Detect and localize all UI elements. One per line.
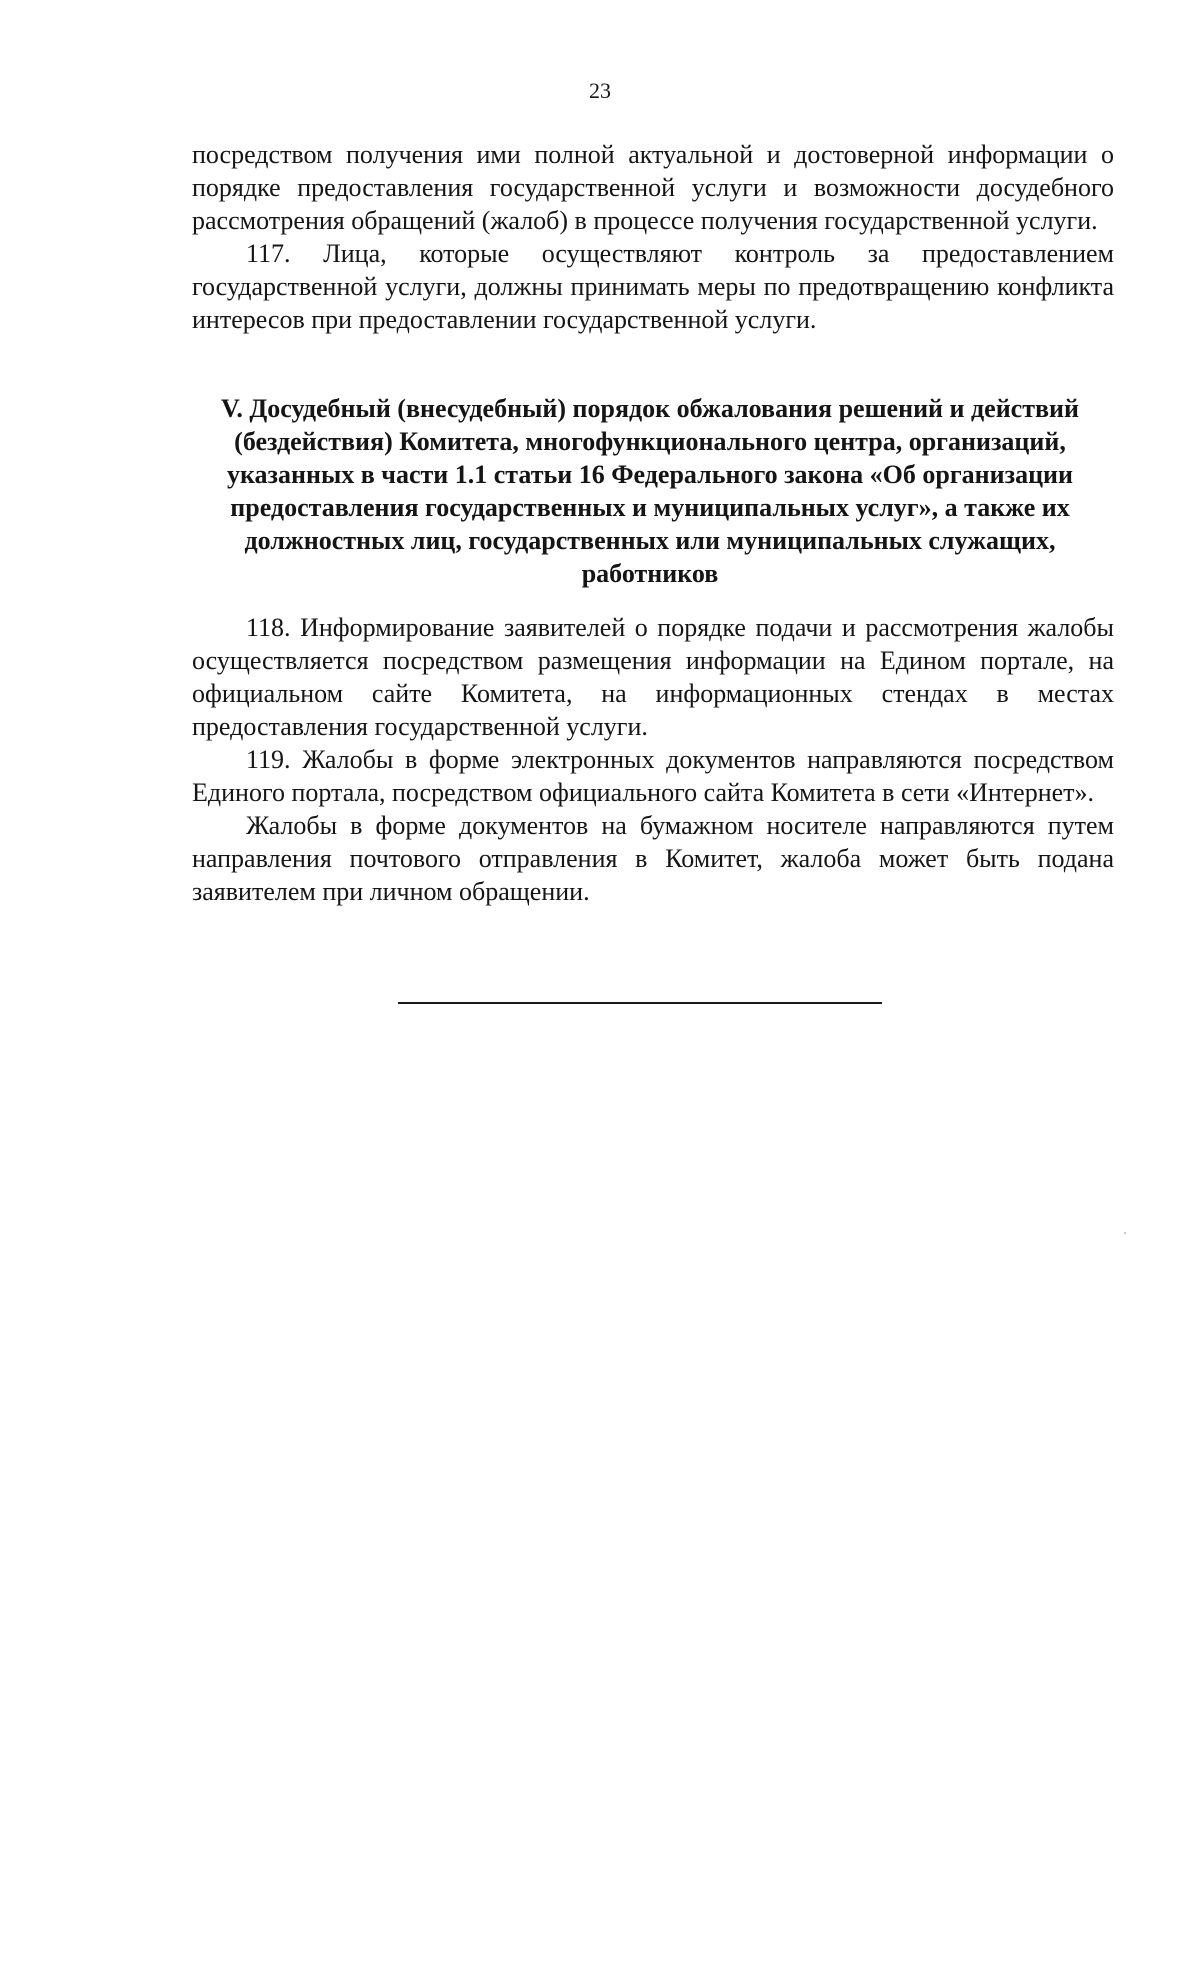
paragraph-117: 117. Лица, которые осуществляют контроль за предоставлением государственной услуги, должны принимать меры по предотвращению конфликта интересов при предоставлении государственной услуги. [192, 239, 1114, 334]
paragraph-119: 119. Жалобы в форме электронных документов направляются посредством Единого портала, посредством официального сайта Комитета в сети «Интернет». [192, 745, 1114, 807]
body-text-top [192, 138, 1114, 336]
body-text-bottom [192, 611, 1114, 908]
closing-rule [398, 1002, 882, 1004]
page-number: 23 [589, 78, 611, 103]
paragraph-118: 118. Информирование заявителей о порядке подачи и рассмотрения жалобы осуществляется посредством размещения информации на Едином портале, на официальном сайте Комитета, на информационных стендах в местах предоставления государственной услуги. [192, 613, 1114, 741]
scan-mark [1124, 1232, 1126, 1234]
paragraph-119-continued: Жалобы в форме документов на бумажном носителе направляются путем направления почтового отправления в Комитет, жалоба может быть подана заявителем при личном обращении. [192, 811, 1114, 906]
section-heading: V. Досудебный (внесудебный) порядок обжалования решений и действий (бездействия) Комитета, многофункционального центра, организаций, указанных в части 1.1 статьи 16 Федерального закона «Об организации предоставления государственных и муниципальных услуг», а также их должностных лиц, государственных или муниципальных служащих, работников [220, 394, 1079, 588]
paragraph-continuation: посредством получения ими полной актуальной и достоверной информации о порядке предоставления государственной услуги и возможности досудебного рассмотрения обращений (жалоб) в процессе получения государственной услуги. [192, 140, 1114, 235]
